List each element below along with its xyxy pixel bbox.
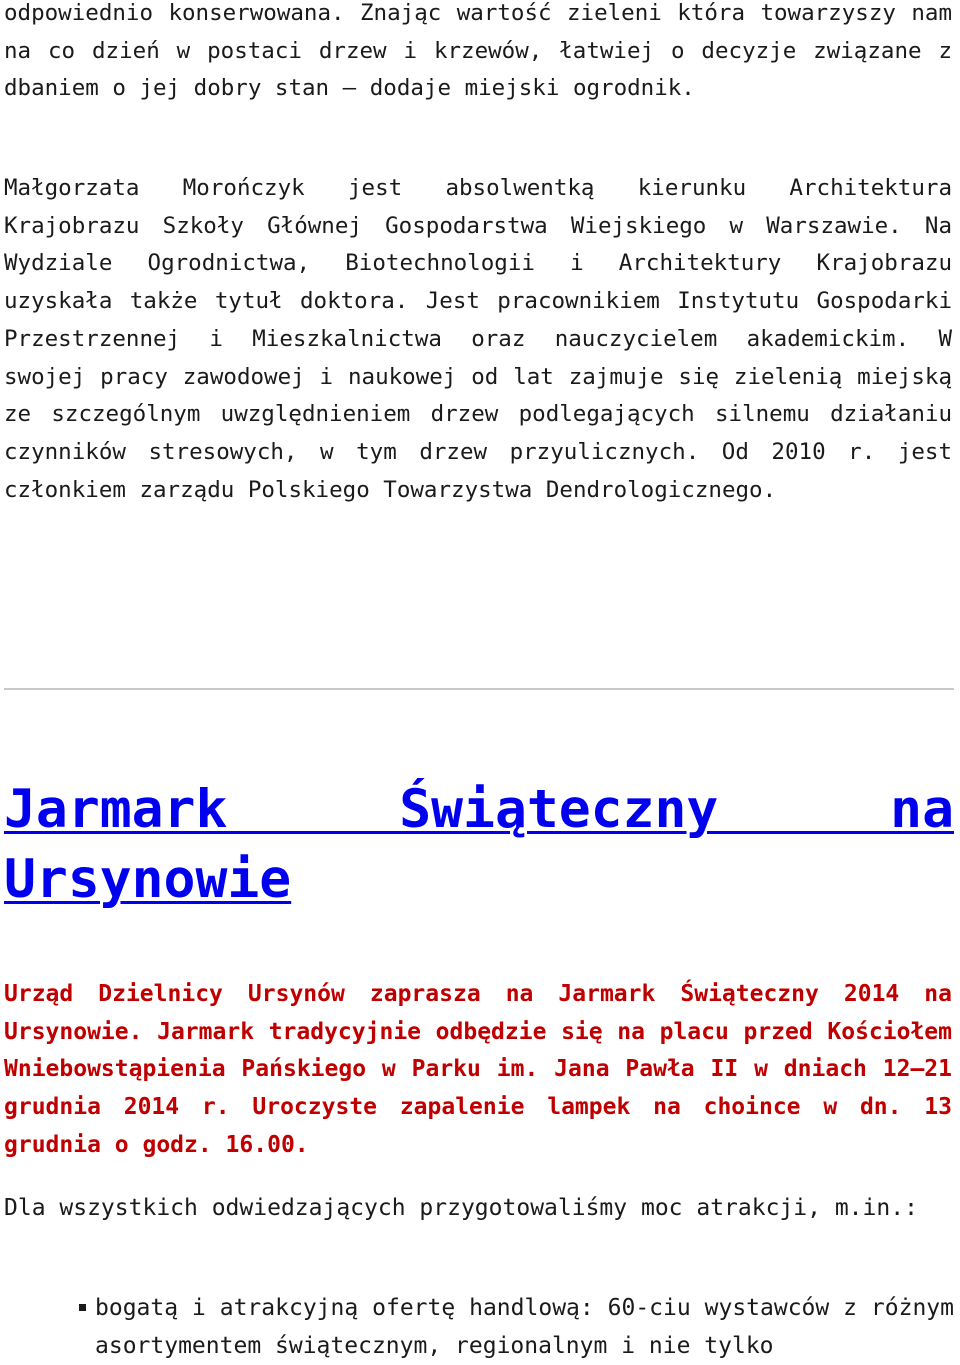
bullet-icon (79, 1304, 86, 1311)
intro-paragraph: odpowiednio konserwowana. Znając wartość zieleni która towarzyszy nam na co dzień w postaci drzew i krzewów, łatwiej o decyzje związane z dbaniem o jej dobry stan – dodaje miejski ogrodnik. (4, 0, 952, 102)
section-divider (4, 688, 954, 690)
attractions-intro: Dla wszystkich odwiedzających przygotowaliśmy moc atrakcji, m.in.: (4, 1195, 918, 1221)
attractions-list (4, 1290, 954, 1365)
article-lead: Urząd Dzielnicy Ursynów zaprasza na Jarmark Świąteczny 2014 na Ursynowie. Jarmark tradycyjnie odbędzie się na placu przed Kościołem Wniebowstąpienia Pańskiego w Parku im. Jana Pawła II w dniach 12–21 grudnia 2014 r. Uroczyste zapalenie lampek na choince w dn. 13 grudnia o godz. 16.00. (4, 981, 952, 1158)
article-title-link[interactable]: Jarmark Świąteczny na Ursynowie (4, 779, 954, 910)
list-item (4, 1290, 954, 1365)
article-title (4, 775, 954, 915)
bio-paragraph: Małgorzata Morończyk jest absolwentką kierunku Architektura Krajobrazu Szkoły Głównej Gospodarstwa Wiejskiego w Warszawie. Na Wydziale Ogrodnictwa, Biotechnologii i Architektury Krajobrazu uzyskała także tytuł doktora. Jest pracownikiem Instytutu Gospodarki Przestrzennej i Mieszkalnictwa oraz nauczycielem akademickim. W swojej pracy zawodowej i naukowej od lat zajmuje się zielenią miejską ze szczególnym uwzględnieniem drzew podlegających silnemu działaniu czynników stresowych, w tym drzew przyulicznych. Od 2010 r. jest członkiem zarządu Polskiego Towarzystwa Dendrologicznego. (4, 175, 952, 503)
list-item-text: bogatą i atrakcyjną ofertę handlową: 60-ciu wystawców z różnym asortymentem świątecznym, regionalnym i nie tylko (95, 1295, 954, 1359)
